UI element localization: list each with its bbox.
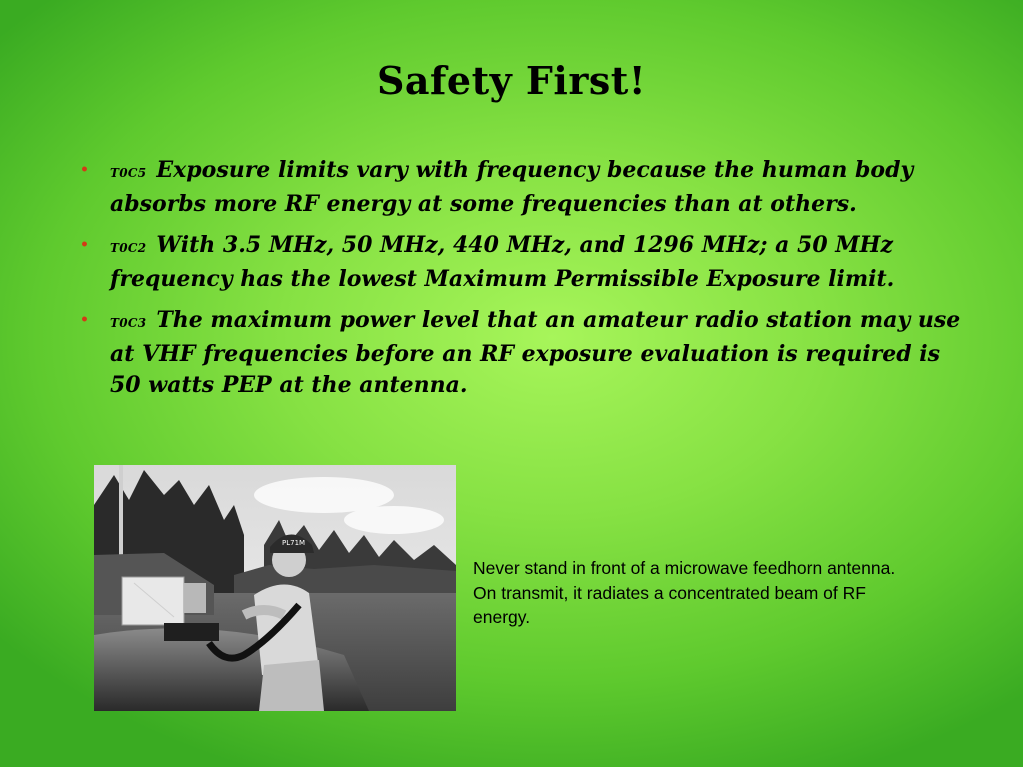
bullet-item <box>80 230 975 295</box>
question-code: T0C5 <box>110 166 147 180</box>
hat-text: PL71M <box>282 539 306 547</box>
bullet-item <box>80 305 975 401</box>
bullet-marker-icon: • <box>80 162 89 178</box>
question-code: T0C3 <box>110 316 147 330</box>
bullet-marker-icon: • <box>80 312 89 328</box>
bullet-marker-icon: • <box>80 237 89 253</box>
question-code: T0C2 <box>110 241 147 255</box>
photo-caption: Never stand in front of a microwave feedhorn antenna. On transmit, it radiates a concentrated beam of RF energy. <box>473 558 896 627</box>
bullet-item <box>80 155 975 220</box>
bullet-text: Exposure limits vary with frequency because the human body absorbs more RF energy at some frequencies than at others. <box>110 157 914 217</box>
feedhorn-antenna-photo <box>94 465 456 711</box>
antenna-mast <box>119 465 123 560</box>
slide-title: Safety First! <box>376 58 646 103</box>
bullet-text: With 3.5 MHz, 50 MHz, 440 MHz, and 1296 MHz; a 50 MHz frequency has the lowest Maximum Permissible Exposure limit. <box>110 232 895 292</box>
bullet-text: The maximum power level that an amateur radio station may use at VHF frequencies before an RF exposure evaluation is required is 50 watts PEP at the antenna. <box>110 307 961 398</box>
bullet-list <box>80 155 975 411</box>
